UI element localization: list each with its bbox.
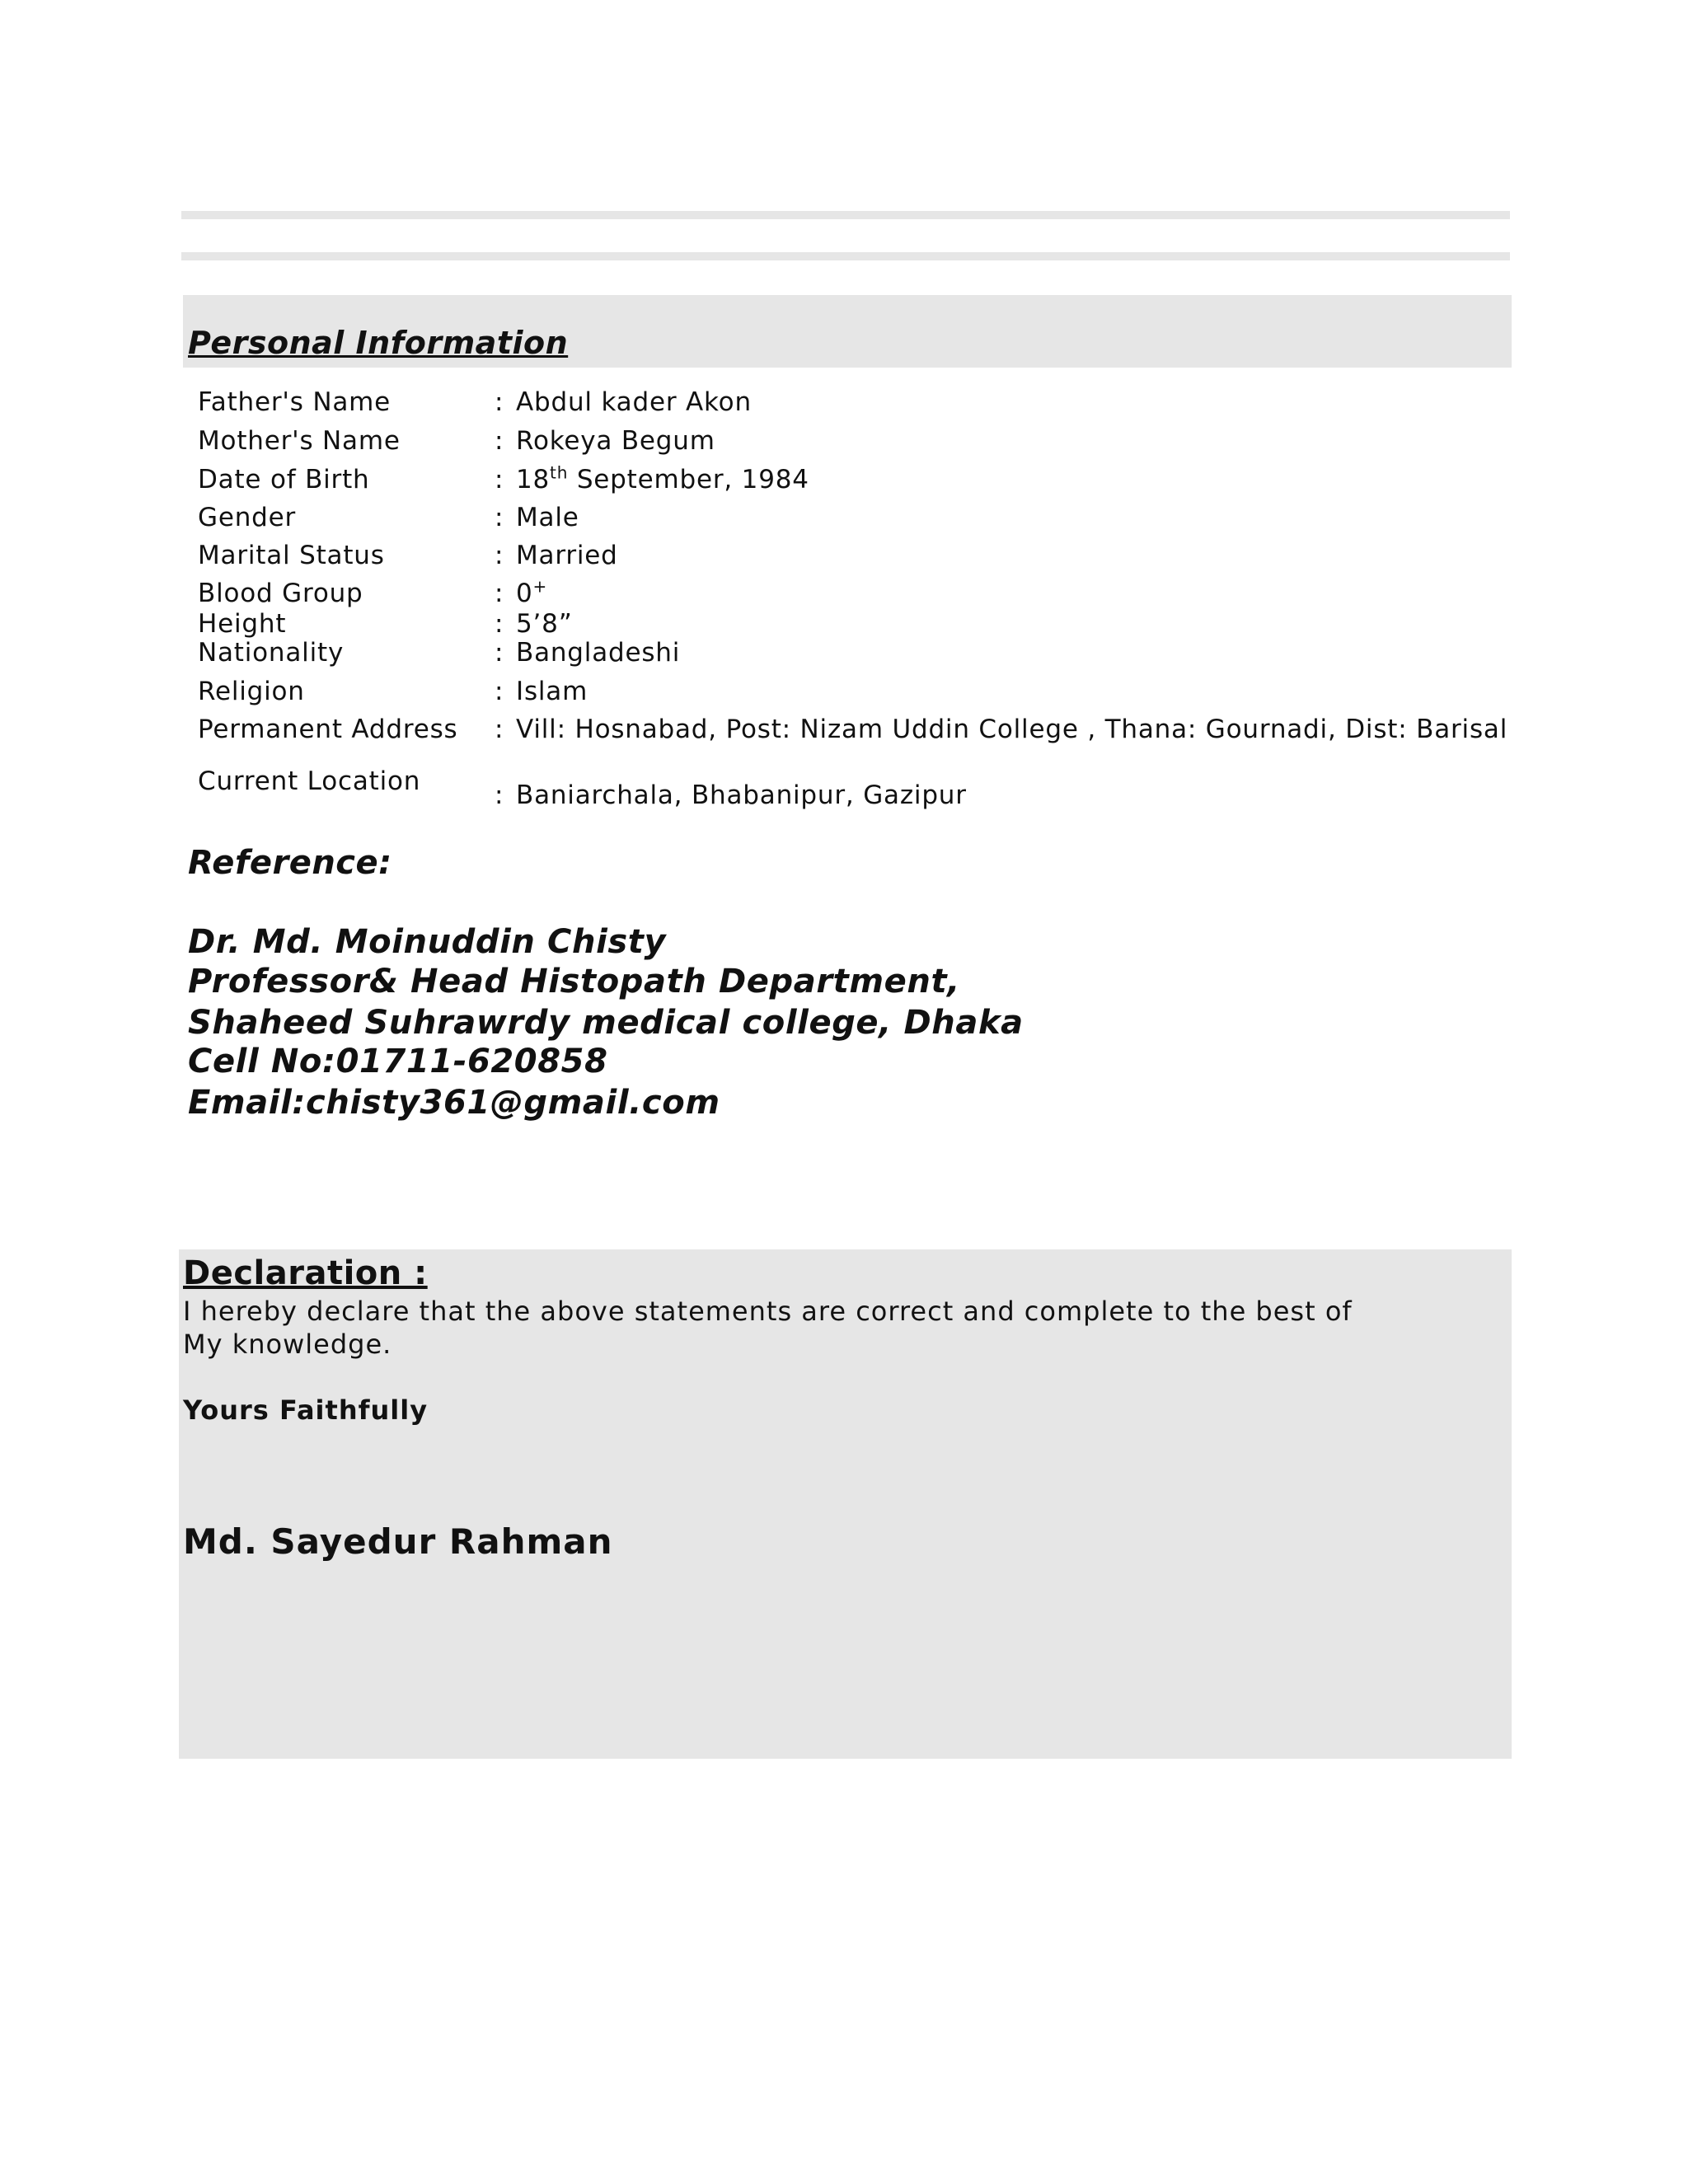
ordinal-suffix: th (550, 462, 569, 483)
info-value: Bangladeshi (516, 638, 681, 668)
info-value: Abdul kader Akon (516, 387, 752, 417)
info-colon: : (495, 426, 504, 456)
top-divider-1 (181, 211, 1510, 219)
info-colon: : (495, 677, 504, 706)
info-label: Marital Status (198, 541, 385, 570)
declaration-title: Declaration : (183, 1254, 428, 1292)
blood-group-sign: + (532, 576, 548, 597)
info-label: Religion (198, 677, 305, 706)
info-value: Vill: Hosnabad, Post: Nizam Uddin College , Thana: Gournadi, Dist: Barisal (516, 715, 1508, 744)
reference-institution: Shaheed Suhrawrdy medical college, Dhaka (188, 1004, 1024, 1042)
info-label: Blood Group (198, 579, 363, 608)
info-colon: : (495, 503, 504, 532)
info-value-date-of-birth (516, 462, 809, 494)
signer-name: Md. Sayedur Rahman (183, 1521, 613, 1562)
info-colon: : (495, 715, 504, 744)
info-colon: : (495, 638, 504, 668)
info-label: Current Location (198, 766, 421, 796)
info-value: 5’8” (516, 609, 573, 639)
info-colon: : (495, 780, 504, 810)
reference-position: Professor& Head Histopath Department, (188, 963, 960, 1001)
info-colon: : (495, 579, 504, 608)
personal-information-title: Personal Information (188, 325, 569, 361)
info-label: Father's Name (198, 387, 391, 417)
closing-salutation: Yours Faithfully (183, 1394, 429, 1426)
info-value: Male (516, 503, 579, 532)
top-divider-2 (181, 252, 1510, 260)
info-value-blood-group (516, 576, 548, 608)
info-value: Married (516, 541, 618, 570)
info-value: Baniarchala, Bhabanipur, Gazipur (516, 780, 967, 810)
info-label: Height (198, 609, 287, 639)
info-label: Date of Birth (198, 465, 370, 494)
info-value: Rokeya Begum (516, 426, 715, 456)
info-label: Mother's Name (198, 426, 401, 456)
reference-email: Email:chisty361@gmail.com (188, 1084, 720, 1122)
declaration-line-1: I hereby declare that the above statements are correct and complete to the best of (183, 1296, 1353, 1327)
info-colon: : (495, 541, 504, 570)
reference-name: Dr. Md. Moinuddin Chisty (188, 923, 667, 961)
declaration-line-2: My knowledge. (183, 1329, 392, 1360)
reference-cell: Cell No:01711-620858 (188, 1043, 608, 1080)
reference-heading: Reference: (188, 844, 392, 882)
info-value: Islam (516, 677, 588, 706)
info-label: Gender (198, 503, 297, 532)
birth-month-year: September, 1984 (568, 465, 809, 494)
blood-group-main: 0 (516, 579, 533, 608)
info-colon: : (495, 609, 504, 639)
info-colon: : (495, 465, 504, 494)
info-colon: : (495, 387, 504, 417)
info-label: Nationality (198, 638, 345, 668)
info-label: Permanent Address (198, 715, 458, 744)
birth-day: 18 (516, 465, 551, 494)
